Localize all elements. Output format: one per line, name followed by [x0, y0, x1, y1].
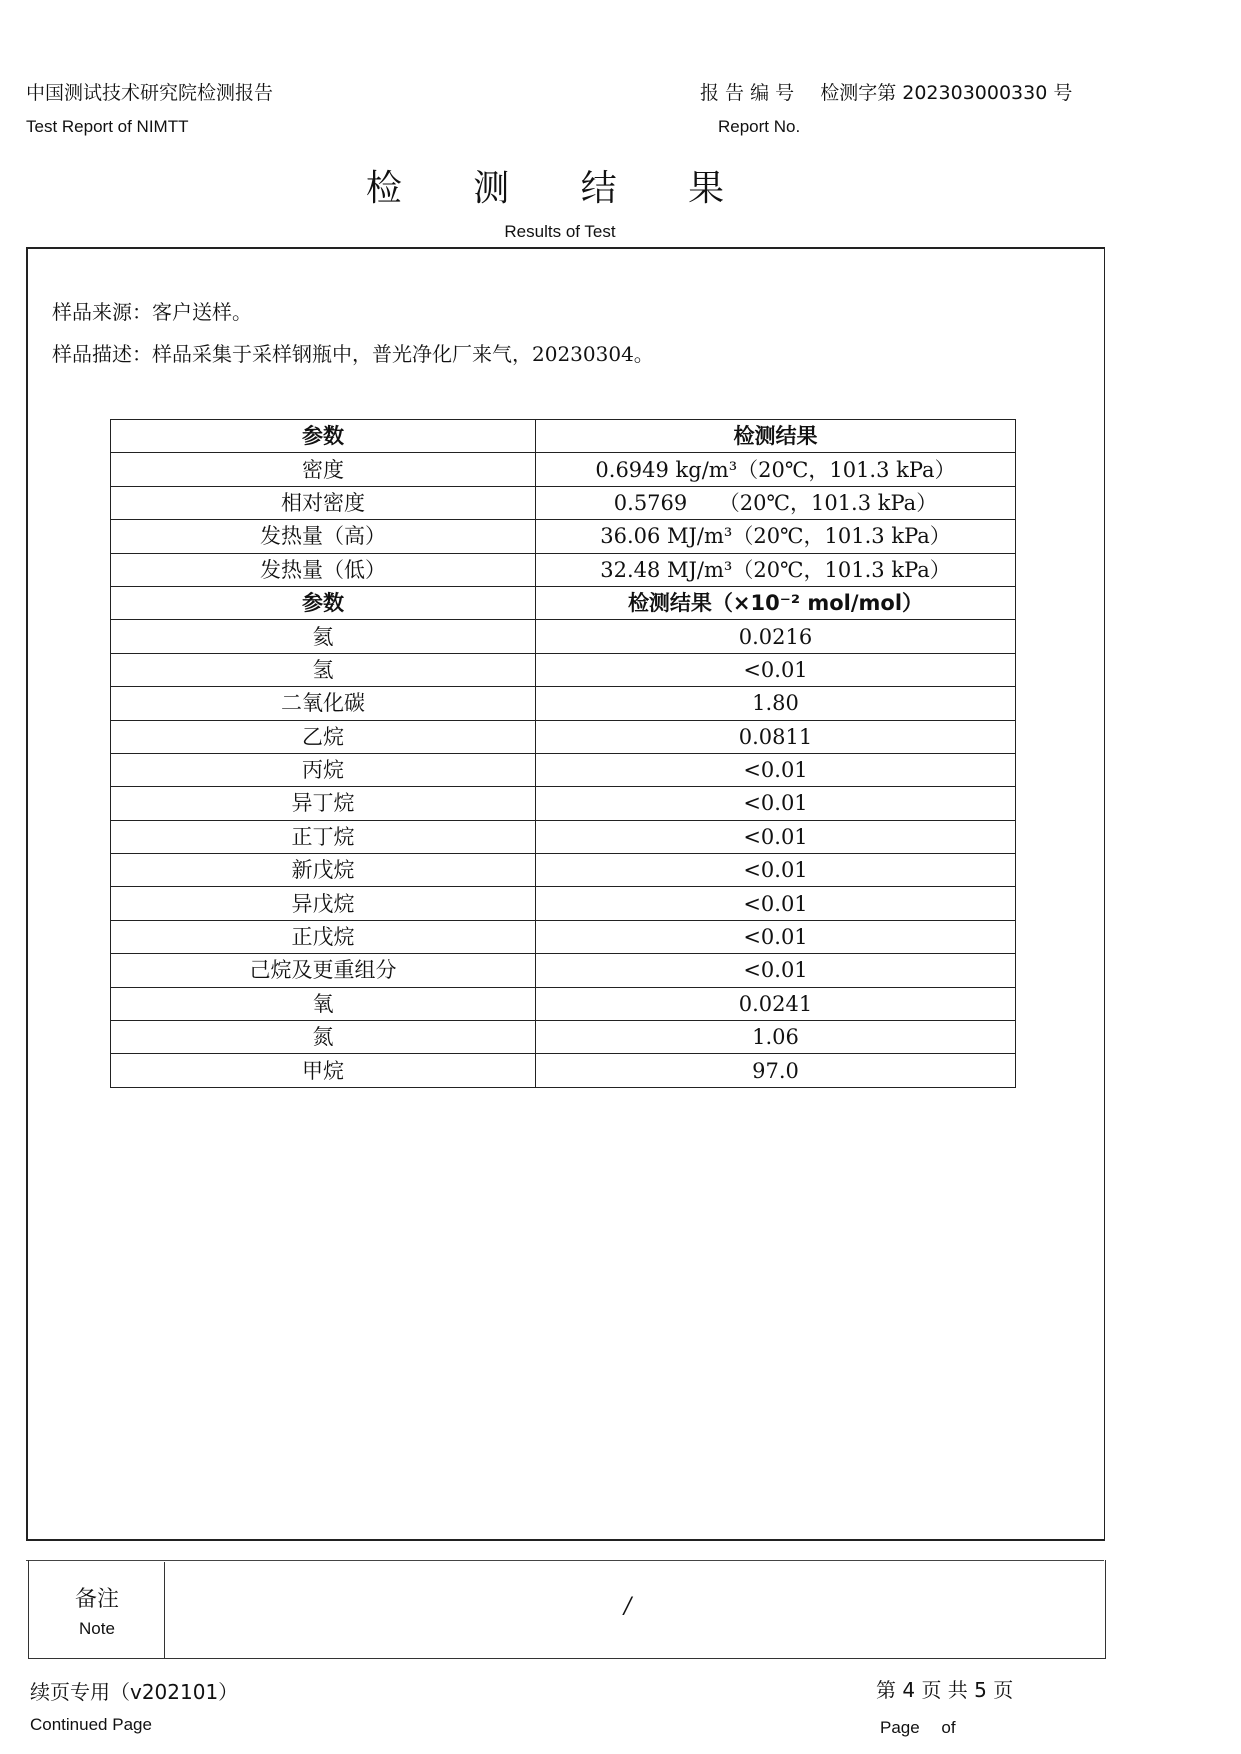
header-result: 检测结果 [536, 420, 1016, 453]
note-value: / [624, 1594, 632, 1619]
page-title: 检 测 结 果 [365, 168, 755, 209]
param-cell: 密度 [111, 453, 536, 486]
result-cell: <0.01 [536, 820, 1016, 853]
table-row [111, 687, 1016, 720]
table-row [111, 1054, 1016, 1087]
sample-source: 样品来源：客户送样。 [52, 300, 252, 324]
result-cell: 0.0811 [536, 720, 1016, 753]
table-row [111, 620, 1016, 653]
result-cell: 1.06 [536, 1021, 1016, 1054]
institute-name-en: Test Report of NIMTT [26, 117, 189, 136]
result-cell: <0.01 [536, 854, 1016, 887]
table-row [111, 1021, 1016, 1054]
header-param: 参数 [111, 420, 536, 453]
param-cell: 新戊烷 [111, 854, 536, 887]
param-cell: 正戊烷 [111, 920, 536, 953]
sample-description: 样品描述：样品采集于采样钢瓶中，普光净化厂来气，20230304。 [52, 342, 654, 366]
table-row [111, 753, 1016, 786]
continued-page-en: Continued Page [30, 1715, 152, 1734]
continued-page-cn: 续页专用（v202101） [30, 1680, 239, 1704]
result-cell: 32.48 MJ/m³（20℃，101.3 kPa） [536, 553, 1016, 586]
table-row [111, 553, 1016, 586]
result-cell: <0.01 [536, 653, 1016, 686]
result-cell: 0.0216 [536, 620, 1016, 653]
page-number-en: Page of [880, 1718, 956, 1737]
table-row [111, 820, 1016, 853]
header-result: 检测结果（×10⁻² mol/mol） [536, 586, 1016, 619]
result-cell: 0.0241 [536, 987, 1016, 1020]
result-cell: <0.01 [536, 753, 1016, 786]
result-cell: <0.01 [536, 887, 1016, 920]
param-cell: 发热量（高） [111, 520, 536, 553]
note-label-en: Note [79, 1619, 115, 1638]
table-header-row [111, 586, 1016, 619]
param-cell: 异丁烷 [111, 787, 536, 820]
result-cell: 0.5769 （20℃，101.3 kPa） [536, 486, 1016, 519]
param-cell: 甲烷 [111, 1054, 536, 1087]
result-cell: <0.01 [536, 954, 1016, 987]
table-row [111, 854, 1016, 887]
param-cell: 乙烷 [111, 720, 536, 753]
header-param: 参数 [111, 586, 536, 619]
param-cell: 丙烷 [111, 753, 536, 786]
report-number-value: 检测字第 202303000330 号 [820, 82, 1073, 104]
param-cell: 正丁烷 [111, 820, 536, 853]
param-cell: 二氧化碳 [111, 687, 536, 720]
param-cell: 己烷及更重组分 [111, 954, 536, 987]
result-cell: 1.80 [536, 687, 1016, 720]
table-row [111, 954, 1016, 987]
table-row [111, 486, 1016, 519]
page-number-cn: 第 4 页 共 5 页 [876, 1678, 1014, 1702]
result-cell: 97.0 [536, 1054, 1016, 1087]
param-cell: 氦 [111, 620, 536, 653]
note-label-cn: 备注 [74, 1587, 119, 1612]
result-cell: <0.01 [536, 920, 1016, 953]
param-cell: 相对密度 [111, 486, 536, 519]
table-row [111, 520, 1016, 553]
institute-name-cn: 中国测试技术研究院检测报告 [26, 82, 274, 104]
result-cell: 36.06 MJ/m³（20℃，101.3 kPa） [536, 520, 1016, 553]
table-row [111, 987, 1016, 1020]
table-row [111, 453, 1016, 486]
table-header-row [111, 420, 1016, 453]
table-row [111, 720, 1016, 753]
report-number-label: 报 告 编 号 [700, 82, 795, 104]
page-subtitle: Results of Test [504, 222, 616, 241]
report-number [700, 78, 1072, 105]
table-row [111, 653, 1016, 686]
result-cell: <0.01 [536, 787, 1016, 820]
report-number-label-en: Report No. [718, 117, 801, 136]
table-row [111, 920, 1016, 953]
note-label [30, 1562, 165, 1658]
param-cell: 氢 [111, 653, 536, 686]
param-cell: 氮 [111, 1021, 536, 1054]
table-row [111, 787, 1016, 820]
note-box [28, 1560, 1106, 1659]
param-cell: 发热量（低） [111, 553, 536, 586]
table-row [111, 887, 1016, 920]
param-cell: 异戊烷 [111, 887, 536, 920]
result-cell: 0.6949 kg/m³（20℃，101.3 kPa） [536, 453, 1016, 486]
param-cell: 氧 [111, 987, 536, 1020]
results-table [110, 419, 1016, 1088]
